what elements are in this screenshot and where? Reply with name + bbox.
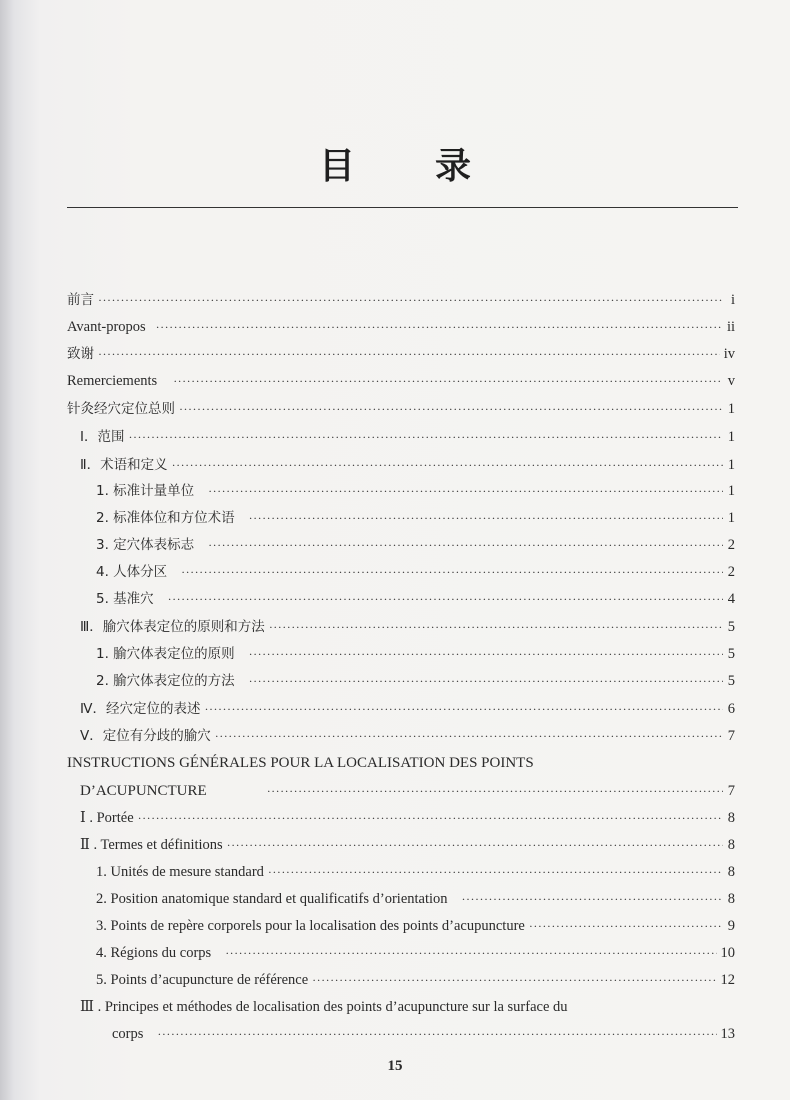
toc-entry-title: corps <box>112 1026 144 1042</box>
toc-entry[interactable] <box>96 890 735 908</box>
toc-leader <box>173 372 723 390</box>
toc-entry-title: 针灸经穴定位总则 <box>67 401 175 417</box>
toc-entry-page: 4 <box>727 591 735 607</box>
toc-entry[interactable] <box>96 944 735 962</box>
toc-entry-page: 10 <box>720 945 735 961</box>
toc-entry-page: 2 <box>727 564 735 580</box>
toc-entry-title: D’ACUPUNCTURE <box>80 783 207 799</box>
toc-entry-title: 4. Régions du corps <box>96 945 212 961</box>
toc-entry-page: 8 <box>727 864 735 880</box>
toc-entry[interactable] <box>67 318 735 336</box>
toc-entry-page: 7 <box>727 728 735 744</box>
toc-leader <box>138 809 723 827</box>
toc-entry[interactable] <box>67 291 735 309</box>
toc-entry-page: iv <box>723 346 735 362</box>
toc-entry-title: 1. 标准计量单位 <box>96 483 195 499</box>
title-char-2: 录 <box>435 146 472 187</box>
toc-entry[interactable] <box>96 536 735 554</box>
toc-entry-page: 6 <box>727 701 735 717</box>
toc-leader <box>179 400 723 418</box>
toc-entry[interactable] <box>80 836 735 854</box>
toc-entry[interactable] <box>67 372 735 390</box>
toc-entry[interactable] <box>67 400 735 418</box>
toc-leader <box>227 836 723 854</box>
toc-leader <box>267 782 723 800</box>
toc-leader <box>208 536 723 554</box>
title-char-1: 目 <box>318 146 355 187</box>
toc-entry-title: Ⅰ . Portée <box>80 810 134 826</box>
toc-entry-title: 5. 基准穴 <box>96 591 154 607</box>
toc-leader <box>249 672 723 690</box>
toc-entry[interactable] <box>96 863 735 881</box>
toc-entry-title: 4. 人体分区 <box>96 564 168 580</box>
toc-entry-page: 1 <box>727 429 735 445</box>
toc-entry-title: 2. 腧穴体表定位的方法 <box>96 673 235 689</box>
toc-entry-page: 12 <box>720 972 735 988</box>
toc-leader <box>225 944 716 962</box>
toc-entry-page: 1 <box>727 457 735 473</box>
toc-entry-page: v <box>727 373 735 389</box>
toc-leader <box>269 618 723 636</box>
toc-entry-title: 3. Points de repère corporels pour la localisation des points d’acupuncture <box>96 918 525 934</box>
toc-entry-title: 致谢 <box>67 346 94 362</box>
toc-leader <box>204 700 723 718</box>
toc-entry-title: 2. 标准体位和方位术语 <box>96 510 235 526</box>
toc-entry-title: Ⅲ．腧穴体表定位的原则和方法 <box>80 619 265 635</box>
toc-entry-page: 8 <box>727 891 735 907</box>
toc-entry[interactable] <box>80 428 735 446</box>
toc-entry[interactable] <box>80 618 735 636</box>
toc-leader <box>172 456 723 474</box>
toc-entry-title: Ⅴ．定位有分歧的腧穴 <box>80 728 211 744</box>
toc-leader <box>208 482 723 500</box>
toc-entry-page: 9 <box>727 918 735 934</box>
toc-entry-title: Ⅳ．经穴定位的表述 <box>80 701 201 717</box>
toc-entry-title: 1. 腧穴体表定位的原则 <box>96 646 235 662</box>
toc-entry[interactable] <box>112 1025 735 1043</box>
toc-entry-page: 5 <box>727 673 735 689</box>
toc-section-heading[interactable]: Ⅲ . Principes et méthodes de localisation des points d’acupuncture sur la surface du <box>80 999 568 1015</box>
toc-leader <box>181 563 723 581</box>
toc-leader <box>156 318 723 336</box>
toc-leader <box>268 863 723 881</box>
toc-entry[interactable] <box>80 782 735 800</box>
toc-entry[interactable] <box>96 971 735 989</box>
toc-leader <box>529 917 723 935</box>
toc-leader <box>462 890 723 908</box>
toc-leader <box>98 291 723 309</box>
toc-entry[interactable] <box>96 590 735 608</box>
toc-leader <box>98 345 720 363</box>
toc-leader <box>128 428 723 446</box>
toc-entry-title: Remerciements <box>67 373 158 389</box>
toc-leader <box>249 509 723 527</box>
toc-entry-page: 1 <box>727 483 735 499</box>
toc-entry[interactable] <box>80 456 735 474</box>
toc-entry[interactable] <box>80 809 735 827</box>
page-number: 15 <box>387 1058 403 1074</box>
toc-section-heading[interactable]: INSTRUCTIONS GÉNÉRALES POUR LA LOCALISATION DES POINTS <box>67 755 534 771</box>
toc-entry-page: 5 <box>727 646 735 662</box>
toc-entry-title: Ⅰ．范围 <box>80 429 125 445</box>
toc-entry-title: Avant-propos <box>67 319 146 335</box>
toc-entry-title: 前言 <box>67 292 94 308</box>
toc-entry-page: 8 <box>727 810 735 826</box>
toc-entry-page: 2 <box>727 537 735 553</box>
toc-entry-title: 2. Position anatomique standard et qualificatifs d’orientation <box>96 891 448 907</box>
toc-entry-title: Ⅱ．术语和定义 <box>80 457 168 473</box>
toc-entry-page: 13 <box>720 1026 735 1042</box>
toc-entry-page: 1 <box>727 510 735 526</box>
toc-entry-page: 5 <box>727 619 735 635</box>
toc-entry-page: 8 <box>727 837 735 853</box>
toc-entry-title: 5. Points d’acupuncture de référence <box>96 972 309 988</box>
toc-entry-page: ii <box>726 319 735 335</box>
toc-entry[interactable] <box>96 563 735 581</box>
toc-entry-page: i <box>730 292 735 308</box>
toc-leader <box>312 971 716 989</box>
toc-entry[interactable] <box>96 482 735 500</box>
toc-entry[interactable] <box>67 345 735 363</box>
toc-entry[interactable] <box>96 509 735 527</box>
toc-leader <box>215 727 723 745</box>
toc-entry-title: 1. Unités de mesure standard <box>96 864 264 880</box>
toc-leader <box>249 645 723 663</box>
toc-entry-page: 7 <box>727 783 735 799</box>
toc-entry[interactable] <box>96 672 735 690</box>
toc-leader <box>157 1025 716 1043</box>
toc-entry[interactable] <box>96 917 735 935</box>
toc-entry-title: 3. 定穴体表标志 <box>96 537 195 553</box>
toc-entry-title: Ⅱ . Termes et définitions <box>80 837 223 853</box>
toc-entry[interactable] <box>80 700 735 718</box>
toc-entry[interactable] <box>96 645 735 663</box>
toc-leader <box>168 590 723 608</box>
toc-entry-page: 1 <box>727 401 735 417</box>
toc-entry[interactable] <box>80 727 735 745</box>
